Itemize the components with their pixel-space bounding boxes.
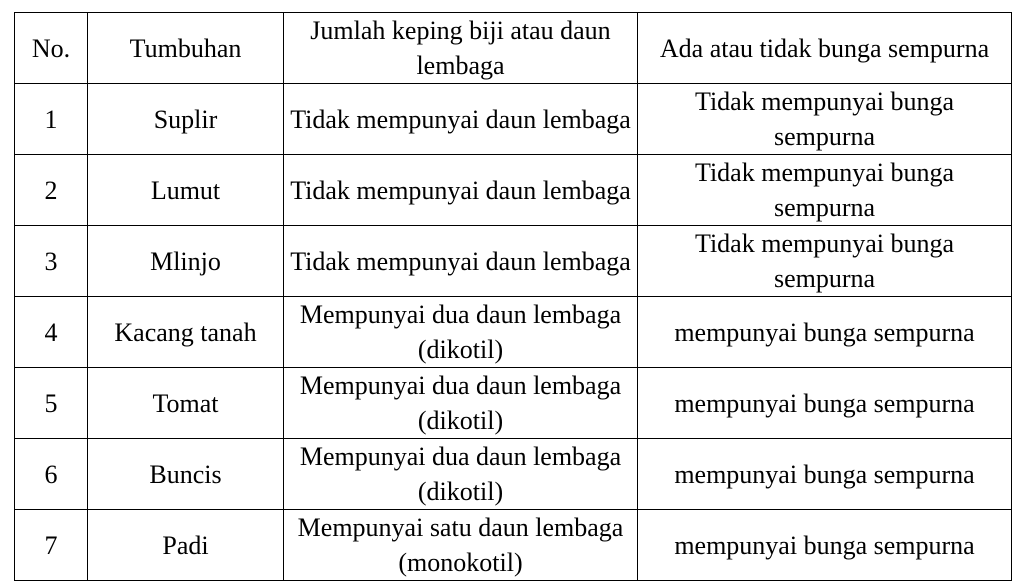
- table-row: [15, 510, 1012, 581]
- cell-plant: Buncis: [88, 439, 284, 510]
- cell-seed-leaf: Mempunyai dua daun lembaga (dikotil): [284, 368, 638, 439]
- table-row: [15, 297, 1012, 368]
- cell-flower: mempunyai bunga sempurna: [638, 297, 1012, 368]
- cell-seed-leaf: Mempunyai dua daun lembaga (dikotil): [284, 297, 638, 368]
- cell-seed-leaf: Mempunyai satu daun lembaga (monokotil): [284, 510, 638, 581]
- cell-no: 5: [15, 368, 88, 439]
- plant-classification-table: [14, 12, 1012, 581]
- cell-no: 7: [15, 510, 88, 581]
- cell-seed-leaf: Tidak mempunyai daun lembaga: [284, 226, 638, 297]
- table-body: [15, 84, 1012, 581]
- cell-flower: mempunyai bunga sempurna: [638, 368, 1012, 439]
- cell-plant: Suplir: [88, 84, 284, 155]
- header-plant: Tumbuhan: [88, 13, 284, 84]
- cell-plant: Padi: [88, 510, 284, 581]
- cell-no: 4: [15, 297, 88, 368]
- header-flower-label: Ada atau tidak bunga sempurna: [659, 33, 990, 63]
- table-row: [15, 368, 1012, 439]
- cell-seed-leaf: Tidak mempunyai daun lembaga: [284, 84, 638, 155]
- cell-no: 1: [15, 84, 88, 155]
- cell-no: 2: [15, 155, 88, 226]
- cell-no: 6: [15, 439, 88, 510]
- cell-plant: Kacang tanah: [88, 297, 284, 368]
- table-header: [15, 13, 1012, 84]
- cell-flower: mempunyai bunga sempurna: [638, 510, 1012, 581]
- table-row: [15, 155, 1012, 226]
- cell-plant: Mlinjo: [88, 226, 284, 297]
- cell-seed-leaf: Tidak mempunyai daun lembaga: [284, 155, 638, 226]
- cell-seed-leaf: Mempunyai dua daun lembaga (dikotil): [284, 439, 638, 510]
- header-seed-leaf: [284, 13, 638, 84]
- cell-plant: Tomat: [88, 368, 284, 439]
- cell-plant: Lumut: [88, 155, 284, 226]
- cell-no: 3: [15, 226, 88, 297]
- table-row: [15, 439, 1012, 510]
- cell-flower: Tidak mempunyai bunga sempurna: [638, 226, 1012, 297]
- cell-flower: Tidak mempunyai bunga sempurna: [638, 84, 1012, 155]
- table-row: [15, 226, 1012, 297]
- table-row: [15, 84, 1012, 155]
- cell-flower: mempunyai bunga sempurna: [638, 439, 1012, 510]
- header-seed-leaf-label: Jumlah keping biji atau daun lembaga: [310, 16, 611, 80]
- header-flower: [638, 13, 1012, 84]
- header-row: [15, 13, 1012, 84]
- header-no: No.: [15, 13, 88, 84]
- cell-flower: Tidak mempunyai bunga sempurna: [638, 155, 1012, 226]
